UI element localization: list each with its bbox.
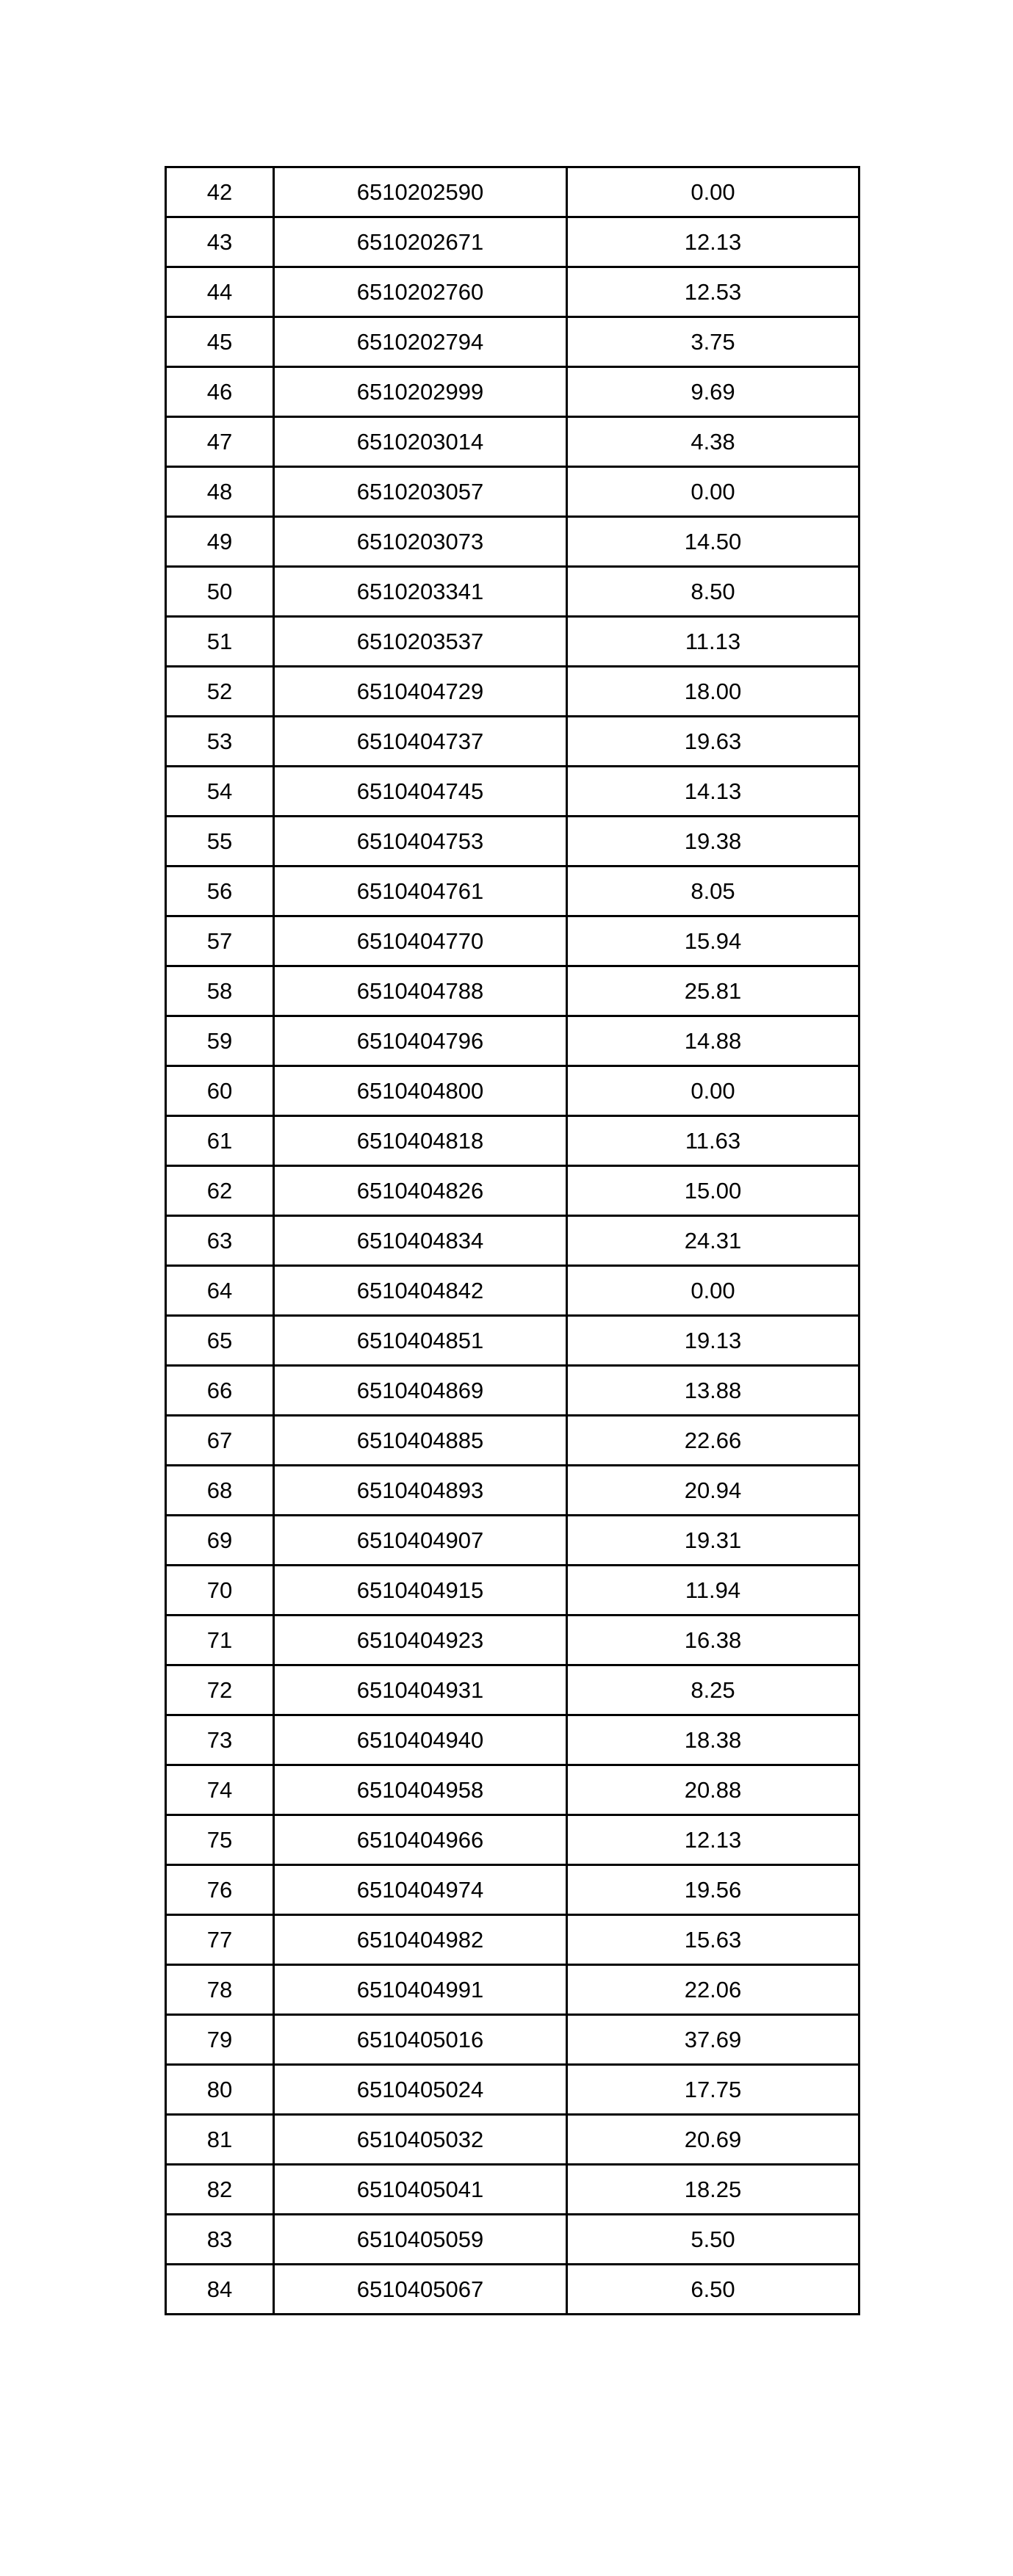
code-cell: 6510203057 bbox=[274, 467, 567, 517]
value-cell: 37.69 bbox=[567, 2015, 859, 2065]
table-row bbox=[166, 866, 859, 916]
code-cell: 6510404818 bbox=[274, 1116, 567, 1166]
table-row bbox=[166, 1566, 859, 1616]
code-cell: 6510404982 bbox=[274, 1915, 567, 1965]
value-cell: 6.50 bbox=[567, 2265, 859, 2315]
value-cell: 13.88 bbox=[567, 1366, 859, 1416]
value-cell: 22.66 bbox=[567, 1416, 859, 1466]
value-cell: 0.00 bbox=[567, 1066, 859, 1116]
code-cell: 6510404788 bbox=[274, 966, 567, 1016]
code-cell: 6510404800 bbox=[274, 1066, 567, 1116]
row-number-cell: 51 bbox=[166, 617, 274, 667]
code-cell: 6510404940 bbox=[274, 1715, 567, 1765]
row-number-cell: 80 bbox=[166, 2065, 274, 2115]
value-cell: 17.75 bbox=[567, 2065, 859, 2115]
row-number-cell: 45 bbox=[166, 317, 274, 367]
table-row bbox=[166, 1416, 859, 1466]
value-cell: 16.38 bbox=[567, 1616, 859, 1665]
table-row bbox=[166, 1815, 859, 1865]
table-row bbox=[166, 817, 859, 866]
value-cell: 18.00 bbox=[567, 667, 859, 717]
row-number-cell: 72 bbox=[166, 1665, 274, 1715]
table-row bbox=[166, 1516, 859, 1566]
code-cell: 6510404885 bbox=[274, 1416, 567, 1466]
table-row bbox=[166, 1466, 859, 1516]
row-number-cell: 61 bbox=[166, 1116, 274, 1166]
value-cell: 14.88 bbox=[567, 1016, 859, 1066]
value-cell: 19.13 bbox=[567, 1316, 859, 1366]
code-cell: 6510404753 bbox=[274, 817, 567, 866]
code-cell: 6510404834 bbox=[274, 1216, 567, 1266]
code-cell: 6510202999 bbox=[274, 367, 567, 417]
row-number-cell: 69 bbox=[166, 1516, 274, 1566]
table-row bbox=[166, 2065, 859, 2115]
row-number-cell: 52 bbox=[166, 667, 274, 717]
table-row bbox=[166, 617, 859, 667]
table-row bbox=[166, 2015, 859, 2065]
table-row bbox=[166, 1965, 859, 2015]
code-cell: 6510404923 bbox=[274, 1616, 567, 1665]
value-cell: 4.38 bbox=[567, 417, 859, 467]
row-number-cell: 64 bbox=[166, 1266, 274, 1316]
row-number-cell: 74 bbox=[166, 1765, 274, 1815]
table-row bbox=[166, 966, 859, 1016]
code-cell: 6510202760 bbox=[274, 267, 567, 317]
table-row bbox=[166, 467, 859, 517]
value-cell: 22.06 bbox=[567, 1965, 859, 2015]
row-number-cell: 70 bbox=[166, 1566, 274, 1616]
row-number-cell: 83 bbox=[166, 2215, 274, 2265]
table-row bbox=[166, 217, 859, 267]
code-cell: 6510404770 bbox=[274, 916, 567, 966]
row-number-cell: 67 bbox=[166, 1416, 274, 1466]
value-cell: 0.00 bbox=[567, 167, 859, 217]
code-cell: 6510405032 bbox=[274, 2115, 567, 2165]
value-cell: 0.00 bbox=[567, 467, 859, 517]
value-cell: 18.25 bbox=[567, 2165, 859, 2215]
table-row bbox=[166, 916, 859, 966]
code-cell: 6510203073 bbox=[274, 517, 567, 567]
row-number-cell: 63 bbox=[166, 1216, 274, 1266]
table-row bbox=[166, 667, 859, 717]
table-row bbox=[166, 1915, 859, 1965]
code-cell: 6510404761 bbox=[274, 866, 567, 916]
code-cell: 6510405041 bbox=[274, 2165, 567, 2215]
row-number-cell: 78 bbox=[166, 1965, 274, 2015]
row-number-cell: 49 bbox=[166, 517, 274, 567]
code-cell: 6510404915 bbox=[274, 1566, 567, 1616]
table-row bbox=[166, 1865, 859, 1915]
row-number-cell: 44 bbox=[166, 267, 274, 317]
table-row bbox=[166, 1216, 859, 1266]
row-number-cell: 65 bbox=[166, 1316, 274, 1366]
value-cell: 15.94 bbox=[567, 916, 859, 966]
table-row bbox=[166, 1715, 859, 1765]
row-number-cell: 48 bbox=[166, 467, 274, 517]
table-row bbox=[166, 417, 859, 467]
row-number-cell: 62 bbox=[166, 1166, 274, 1216]
value-cell: 11.13 bbox=[567, 617, 859, 667]
table-row bbox=[166, 717, 859, 767]
table-row bbox=[166, 1616, 859, 1665]
row-number-cell: 53 bbox=[166, 717, 274, 767]
code-cell: 6510404931 bbox=[274, 1665, 567, 1715]
table-row bbox=[166, 517, 859, 567]
code-cell: 6510404745 bbox=[274, 767, 567, 817]
value-cell: 9.69 bbox=[567, 367, 859, 417]
value-cell: 14.13 bbox=[567, 767, 859, 817]
value-cell: 11.63 bbox=[567, 1116, 859, 1166]
row-number-cell: 68 bbox=[166, 1466, 274, 1516]
table-row bbox=[166, 2115, 859, 2165]
code-cell: 6510404842 bbox=[274, 1266, 567, 1316]
table-row bbox=[166, 1366, 859, 1416]
code-cell: 6510404974 bbox=[274, 1865, 567, 1915]
row-number-cell: 46 bbox=[166, 367, 274, 417]
value-cell: 24.31 bbox=[567, 1216, 859, 1266]
row-number-cell: 56 bbox=[166, 866, 274, 916]
table-row bbox=[166, 1116, 859, 1166]
row-number-cell: 79 bbox=[166, 2015, 274, 2065]
row-number-cell: 57 bbox=[166, 916, 274, 966]
code-cell: 6510405067 bbox=[274, 2265, 567, 2315]
row-number-cell: 54 bbox=[166, 767, 274, 817]
table-row bbox=[166, 317, 859, 367]
code-cell: 6510404826 bbox=[274, 1166, 567, 1216]
code-cell: 6510404958 bbox=[274, 1765, 567, 1815]
code-cell: 6510405016 bbox=[274, 2015, 567, 2065]
value-cell: 15.63 bbox=[567, 1915, 859, 1965]
table-row bbox=[166, 267, 859, 317]
value-cell: 20.69 bbox=[567, 2115, 859, 2165]
value-cell: 25.81 bbox=[567, 966, 859, 1016]
row-number-cell: 71 bbox=[166, 1616, 274, 1665]
code-cell: 6510404893 bbox=[274, 1466, 567, 1516]
table-row bbox=[166, 567, 859, 617]
value-cell: 12.13 bbox=[567, 217, 859, 267]
value-cell: 19.63 bbox=[567, 717, 859, 767]
code-cell: 6510404729 bbox=[274, 667, 567, 717]
code-cell: 6510404991 bbox=[274, 1965, 567, 2015]
code-cell: 6510404907 bbox=[274, 1516, 567, 1566]
row-number-cell: 50 bbox=[166, 567, 274, 617]
table-row bbox=[166, 1066, 859, 1116]
value-cell: 8.50 bbox=[567, 567, 859, 617]
row-number-cell: 75 bbox=[166, 1815, 274, 1865]
code-cell: 6510404851 bbox=[274, 1316, 567, 1366]
row-number-cell: 84 bbox=[166, 2265, 274, 2315]
document-table-container bbox=[165, 166, 858, 2315]
value-cell: 19.31 bbox=[567, 1516, 859, 1566]
value-cell: 20.88 bbox=[567, 1765, 859, 1815]
table-row bbox=[166, 367, 859, 417]
code-cell: 6510202590 bbox=[274, 167, 567, 217]
table-row bbox=[166, 1316, 859, 1366]
table-row bbox=[166, 2215, 859, 2265]
table-row bbox=[166, 167, 859, 217]
row-number-cell: 42 bbox=[166, 167, 274, 217]
table-row bbox=[166, 767, 859, 817]
table-body bbox=[166, 167, 859, 2315]
value-cell: 8.05 bbox=[567, 866, 859, 916]
code-cell: 6510404796 bbox=[274, 1016, 567, 1066]
value-cell: 3.75 bbox=[567, 317, 859, 367]
value-cell: 11.94 bbox=[567, 1566, 859, 1616]
code-cell: 6510405059 bbox=[274, 2215, 567, 2265]
row-number-cell: 60 bbox=[166, 1066, 274, 1116]
code-cell: 6510203014 bbox=[274, 417, 567, 467]
code-cell: 6510404869 bbox=[274, 1366, 567, 1416]
row-number-cell: 59 bbox=[166, 1016, 274, 1066]
table-row bbox=[166, 2265, 859, 2315]
row-number-cell: 73 bbox=[166, 1715, 274, 1765]
table-row bbox=[166, 1266, 859, 1316]
row-number-cell: 82 bbox=[166, 2165, 274, 2215]
table-row bbox=[166, 2165, 859, 2215]
code-cell: 6510202794 bbox=[274, 317, 567, 367]
table-row bbox=[166, 1665, 859, 1715]
value-cell: 19.56 bbox=[567, 1865, 859, 1915]
code-cell: 6510404966 bbox=[274, 1815, 567, 1865]
value-cell: 0.00 bbox=[567, 1266, 859, 1316]
table-row bbox=[166, 1016, 859, 1066]
row-number-cell: 47 bbox=[166, 417, 274, 467]
value-cell: 18.38 bbox=[567, 1715, 859, 1765]
data-table bbox=[165, 166, 860, 2315]
table-row bbox=[166, 1765, 859, 1815]
code-cell: 6510404737 bbox=[274, 717, 567, 767]
code-cell: 6510203341 bbox=[274, 567, 567, 617]
value-cell: 12.13 bbox=[567, 1815, 859, 1865]
code-cell: 6510405024 bbox=[274, 2065, 567, 2115]
code-cell: 6510202671 bbox=[274, 217, 567, 267]
value-cell: 8.25 bbox=[567, 1665, 859, 1715]
value-cell: 5.50 bbox=[567, 2215, 859, 2265]
row-number-cell: 58 bbox=[166, 966, 274, 1016]
table-row bbox=[166, 1166, 859, 1216]
row-number-cell: 81 bbox=[166, 2115, 274, 2165]
value-cell: 14.50 bbox=[567, 517, 859, 567]
row-number-cell: 43 bbox=[166, 217, 274, 267]
value-cell: 12.53 bbox=[567, 267, 859, 317]
row-number-cell: 55 bbox=[166, 817, 274, 866]
value-cell: 15.00 bbox=[567, 1166, 859, 1216]
row-number-cell: 77 bbox=[166, 1915, 274, 1965]
value-cell: 20.94 bbox=[567, 1466, 859, 1516]
code-cell: 6510203537 bbox=[274, 617, 567, 667]
value-cell: 19.38 bbox=[567, 817, 859, 866]
row-number-cell: 66 bbox=[166, 1366, 274, 1416]
row-number-cell: 76 bbox=[166, 1865, 274, 1915]
